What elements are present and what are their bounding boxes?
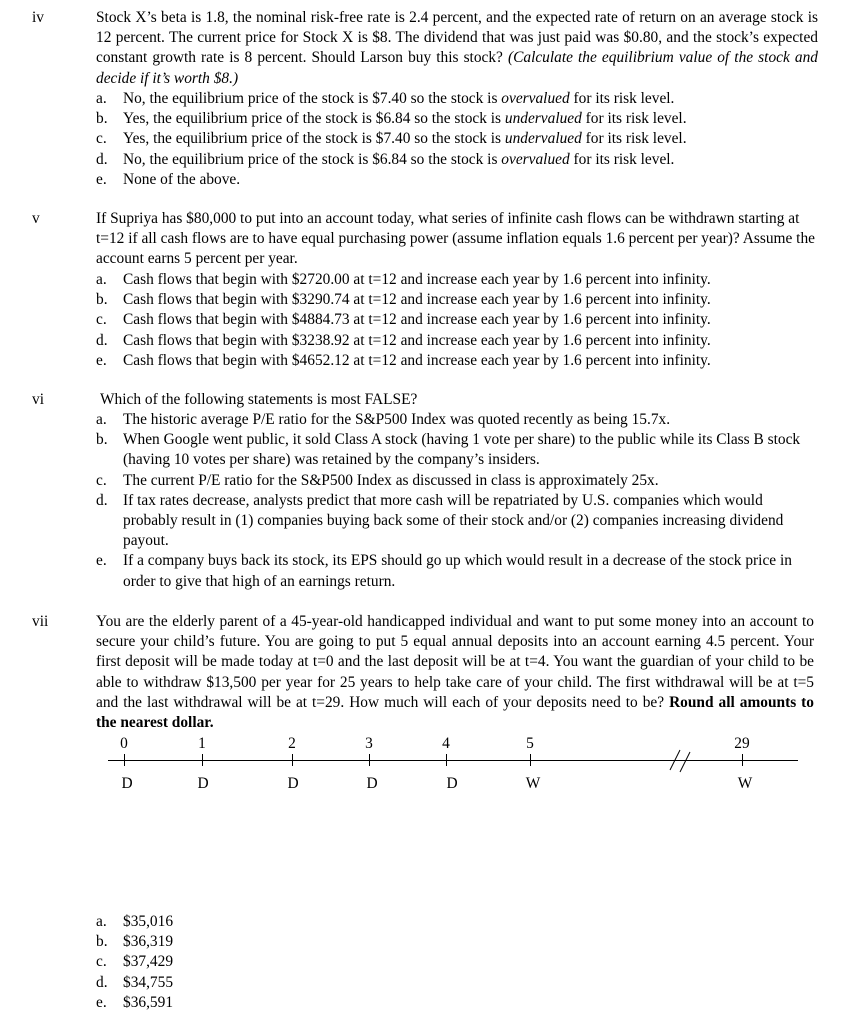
question-number: vi <box>32 391 44 408</box>
tick-label: 1 <box>198 735 206 752</box>
question-vii-options <box>96 912 818 1013</box>
option-a[interactable]: a. $35,016 <box>96 913 174 930</box>
flow-label: W <box>525 775 541 792</box>
tick-label: 5 <box>526 735 534 752</box>
question-stem: Which of the following statements is most FALSE? <box>100 391 418 408</box>
option-e[interactable]: e. $36,591 <box>96 993 174 1011</box>
flow-label: D <box>287 775 299 792</box>
option-d[interactable]: d. No, the equilibrium price of the stock is $6.84 so the stock is overvalued for its risk level. <box>96 150 675 168</box>
option-b[interactable]: b. $36,319 <box>96 933 174 951</box>
question-number: iv <box>32 9 44 26</box>
option-a[interactable]: a. Cash flows that begin with $2720.00 at t=12 and increase each year by 1.6 percent into infinity. <box>96 271 711 288</box>
option-c[interactable]: c. Yes, the equilibrium price of the stock is $7.40 so the stock is undervalued for its risk level. <box>96 130 687 148</box>
option-a[interactable]: a. No, the equilibrium price of the stock is $7.40 so the stock is overvalued for its risk level. <box>96 90 675 107</box>
question-stem: If Supriya has $80,000 to put into an account today, what series of infinite cash flows can be withdrawn starting at t=12 if all cash flows are to have equal purchasing power (assume inflation equals 1.6 percent per year)? Assume the account earns 5 percent per year. <box>96 210 815 268</box>
option-b[interactable]: b. Cash flows that begin with $3290.74 at t=12 and increase each year by 1.6 percent into infinity. <box>96 291 711 309</box>
question-number: vii <box>32 613 49 630</box>
question-hint: (Calculate the equilibrium value of the stock and decide if it’s worth $8.) <box>96 49 818 87</box>
flow-label: D <box>121 775 133 792</box>
option-e[interactable]: e. If a company buys back its stock, its EPS should go up which would result in a decrease of the stock price in order to give that high of an earnings return. <box>96 552 792 590</box>
question-stem: Stock X’s beta is 1.8, the nominal risk-free rate is 2.4 percent, and the expected rate of return on an average stock is 12 percent. The current price for Stock X is $8. The dividend that was just paid was $0.80, and the stock’s expected constant growth rate is 8 percent. Should Larson buy this stock? (Calculate the equilibrium value of the stock and decide if it’s worth $8.) <box>96 9 818 87</box>
rounding-instruction: Round all amounts to the nearest dollar. <box>96 693 814 732</box>
options-list <box>96 410 818 592</box>
tick-label: 4 <box>442 735 450 752</box>
tick-label: 0 <box>120 735 128 752</box>
flow-label: D <box>197 775 209 792</box>
option-d[interactable]: d. Cash flows that begin with $3238.92 at t=12 and increase each year by 1.6 percent into infinity. <box>96 331 711 349</box>
flow-label: D <box>366 775 378 792</box>
option-c[interactable]: c. The current P/E ratio for the S&P500 Index as discussed in class is approximately 25x. <box>96 471 659 489</box>
flow-label: W <box>737 775 753 792</box>
options-list <box>96 270 818 371</box>
tick-label: 2 <box>288 735 296 752</box>
option-b[interactable]: b. When Google went public, it sold Class A stock (having 1 vote per share) to the public while its Class B stock (having 10 votes per share) was retained by the company’s insiders. <box>96 431 801 469</box>
cash-flow-timeline <box>0 734 848 794</box>
option-e[interactable]: e. Cash flows that begin with $4652.12 at t=12 and increase each year by 1.6 percent into infinity. <box>96 351 711 369</box>
options-list <box>96 89 818 190</box>
question-number: v <box>32 210 40 227</box>
tick-label: 3 <box>365 735 373 752</box>
option-d[interactable]: d. If tax rates decrease, analysts predict that more cash will be repatriated by U.S. companies which would probably result in (1) companies buying back some of their stock and/or (2) companies increasing dividend payout. <box>96 491 784 550</box>
option-c[interactable]: c. $37,429 <box>96 953 174 971</box>
question-stem: You are the elderly parent of a 45-year-old handicapped individual and want to put some money into an account to secure your child’s future. You are going to put 5 equal annual deposits into an account earning 4.5 percent. Your first deposit will be made today at t=0 and the last deposit will be at t=4. You want the guardian of your child to be able to withdraw $13,500 per year for 25 years to help take care of your child. The first withdrawal will be at t=5 and the last withdrawal will be at t=29. How much will each of your deposits need to be? Round all amounts to the nearest dollar. <box>96 613 814 732</box>
option-b[interactable]: b. Yes, the equilibrium price of the stock is $6.84 so the stock is undervalued for its risk level. <box>96 110 687 128</box>
option-a[interactable]: a. The historic average P/E ratio for the S&P500 Index was quoted recently as being 15.7x. <box>96 411 671 428</box>
tick-label: 29 <box>734 735 750 752</box>
option-d[interactable]: d. $34,755 <box>96 973 174 991</box>
option-c[interactable]: c. Cash flows that begin with $4884.73 at t=12 and increase each year by 1.6 percent into infinity. <box>96 311 711 329</box>
option-e[interactable]: e. None of the above. <box>96 170 241 188</box>
flow-label: D <box>446 775 458 792</box>
